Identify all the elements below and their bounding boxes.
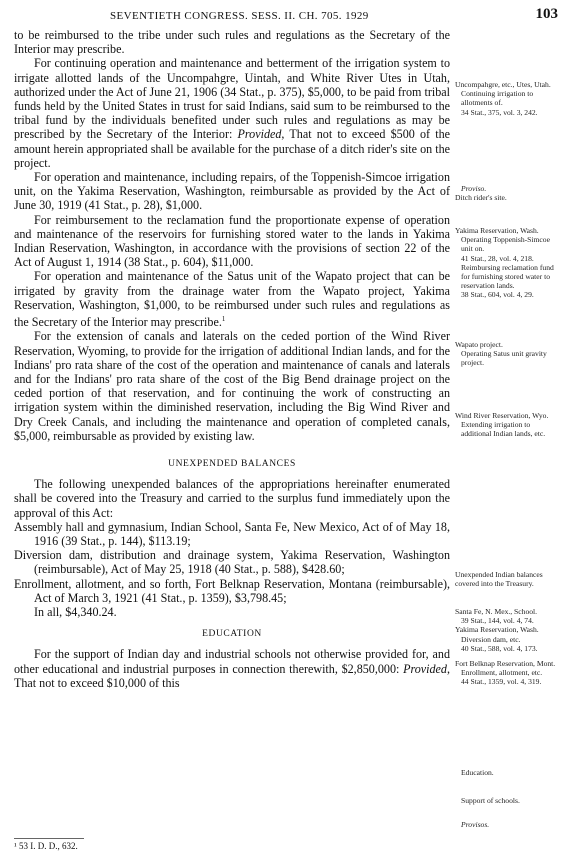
sidenote-education: Education. xyxy=(461,768,494,777)
paragraph: to be reimbursed to the tribe under such rules and regulations as the Secretary of the Interior may prescribe. xyxy=(14,28,450,57)
page-number: 103 xyxy=(535,6,558,22)
sidenote-yakima: Yakima Reservation, Wash. Operating Toppenish-Simcoe unit on. 41 Stat., 28, vol. 4, 218. Reimbursing reclamation fund for furnishing stored water to reservation lands. 38 Stat., 604, vol. 4, 29. xyxy=(455,226,554,300)
sidenote-support-schools: Support of schools. xyxy=(461,796,520,805)
sidenote-proviso: Proviso. Ditch rider's site. xyxy=(455,184,507,203)
paragraph: Diversion dam, distribution and drainage system, Yakima Reservation, Washington (reimbursable), Act of May 25, 1918 (40 Stat., p. 588), $428.60; xyxy=(14,548,450,577)
main-text xyxy=(14,28,450,690)
paragraph: In all, $4,340.24. xyxy=(34,604,117,619)
paragraph: Enrollment, allotment, and so forth, Fort Belknap Reservation, Montana (reimbursable), Act of March 3, 1921 (41 Stat., p. 1359), $3,798.45; xyxy=(14,576,450,605)
footnote-divider xyxy=(14,838,84,839)
paragraph: For reimbursement to the reclamation fund the proportionate expense of operation and maintenance of the reservoirs for furnishing stored water to the lands in Yakima Indian Reservation, Washington, in accordance with the provisions of section 22 of the Act of August 1, 1914 (38 Stat., p. 604), $11,000. xyxy=(14,212,450,270)
section-heading: UNEXPENDED BALANCES xyxy=(168,458,296,469)
sidenote-unexpended: Unexpended Indian balances covered into the Treasury. xyxy=(455,570,543,589)
paragraph: For operation and maintenance of the Satus unit of the Wapato project that can be irrigated by gravity from the drainage water from the Wapato project, Yakima Reservation, Washington, $1,000, to be reimbursed under such rules and regulations as the Secretary of the Interior may prescribe.$^1$ xyxy=(14,269,450,330)
sidenote-uncompahgre: Uncompahgre, etc., Utes, Utah. Continuing irrigation to allotments of. 34 Stat., 375, vol. 3, 242. xyxy=(455,80,551,117)
page-header xyxy=(14,6,558,28)
paragraph: For the extension of canals and laterals on the ceded portion of the Wind River Reservation, Wyoming, to provide for the irrigation of additional Indian lands, and for the Indians' pro rata share of the cost of the operation and maintenance of canals and laterals and for the Indians' pro rata share of the cost of the Big Bend drainage project on the ceded portion of that reservation, and for continuing the work of constructing an irrigation system within the diminished reservation, including the Big Wind River and Dry Creek Canals, and including the maintenance and operation of completed canals, $5,000, reimbursable as provided by existing law. xyxy=(14,329,450,443)
proviso-word: Provided xyxy=(403,661,447,676)
sidenote-balances: Santa Fe, N. Mex., School. 39 Stat., 144, vol. 4, 74. Yakima Reservation, Wash. Diversion dam, etc. 40 Stat., 588, vol. 4, 173. Fort Belknap Reservation, Mont. Enrollment, allotment, etc. 44 Stat., 1359, vol. 4, 319. xyxy=(455,607,556,687)
footnote: ¹ 53 I. D. D., 632. xyxy=(14,841,78,851)
sidenote-wind-river: Wind River Reservation, Wyo. Extending irrigation to additional Indian lands, etc. xyxy=(455,411,549,439)
sidenote-provisos: Provisos. xyxy=(461,820,490,829)
proviso-word: Provided xyxy=(237,127,282,142)
footnote-ref: 1 xyxy=(221,315,226,324)
running-title: SEVENTIETH CONGRESS. SESS. II. CH. 705. 1929 xyxy=(110,10,369,22)
paragraph: The following unexpended balances of the appropriations hereinafter enumerated shall be covered into the Treasury and carried to the surplus fund immediately upon the approval of this Act: xyxy=(14,477,450,520)
paragraph: For the support of Indian day and industrial schools not otherwise provided for, and other educational and industrial purposes in connection therewith, $2,850,000: Provided, That not to exceed $10,000 of this xyxy=(14,647,450,690)
sidenote-wapato: Wapato project. Operating Satus unit gravity project. xyxy=(455,340,547,368)
section-heading: EDUCATION xyxy=(202,629,262,640)
paragraph: For continuing operation and maintenance and betterment of the irrigation system to irrigate allotted lands of the Uncompahgre, Uintah, and White River Utes in Utah, authorized under the Act of June 21, 1906 (34 Stat., p. 375), $5,000, to be paid from tribal funds held by the United States in trust for said Indians, said sum to be reimbursed to the tribal fund by the individuals benefited under such rules and regulations as may be prescribed by the Secretary of the Interior: Provided, That not to exceed $500 of the amount herein appropriated shall be available for the purchase of a ditch rider's site on the project. xyxy=(14,56,451,170)
paragraph: Assembly hall and gymnasium, Indian School, Santa Fe, New Mexico, Act of of May 18, 1916 (39 Stat., p. 144), $113.19; xyxy=(14,519,450,548)
paragraph: For operation and maintenance, including repairs, of the Toppenish-Simcoe irrigation unit, on the Yakima Reservation, Washington, reimbursable as provided by the Act of June 30, 1919 (41 Stat., p. 28), $1,000. xyxy=(14,170,450,213)
